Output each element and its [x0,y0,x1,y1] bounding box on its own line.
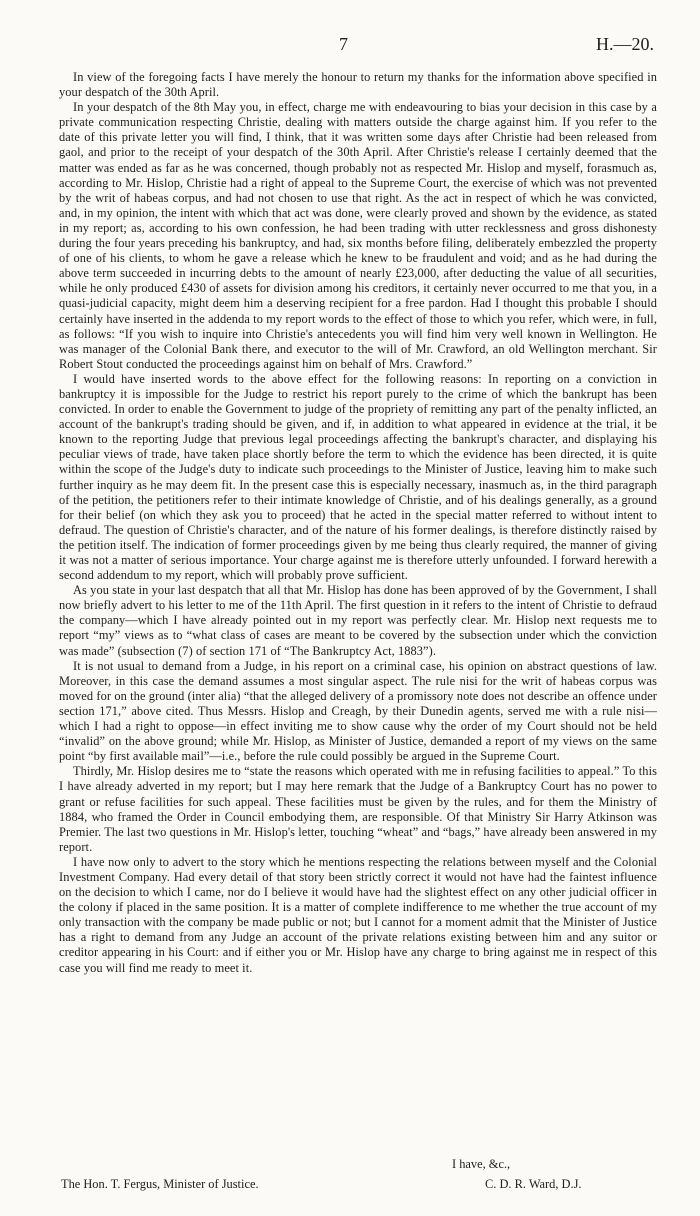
letter-body [59,70,657,976]
document-reference: H.—20. [596,34,654,54]
paragraph: I would have inserted words to the above effect for the following reasons: In reporting on a conviction in bankruptcy it is impossible for the Judge to restrict his report purely to the crime of which the bankrupt has been convicted. In order to enable the Government to judge of the propriety of remitting any part of the penalty inflicted, an account of the bankrupt's trading should be given, and if, in addition to what appeared in evidence at the trial, it be known to the reporting Judge that previous legal proceedings affecting the bankrupt's character, and displaying his peculiar views of trade, have taken place shortly before the term to which the evidence has been directed, it is quite within the scope of the Judge's duty to indicate such proceedings to the Minister of Justice, leaving him to make such further inquiry as he may deem fit. In the present case this is especially necessary, inasmuch as, in the third paragraph of the petition, the petitioners refer to their intimate knowledge of Christie, and of his dealings generally, as a ground for their belief (on which they ask you to proceed) that he acted in the special matter referred to without intent to defraud. The question of Christie's character, and of the nature of his former dealings, is therefore distinctly raised by the petition itself. The indication of former proceedings given by me being thus clearly required, the manner of giving it was not a matter of serious importance. Your charge against me is therefore utterly unfounded. I forward herewith a second addendum to my report, which will probably prove sufficient. [59,371,657,583]
paragraph: I have now only to advert to the story which he mentions respecting the relations between myself and the Colonial Investment Company. Had every detail of that story been strictly correct it would not have had the faintest influence on the decision to which I came, nor do I believe it would have had the slightest effect on any other judicial officer in the colony if placed in the same position. It is a matter of complete indifference to me whether the true account of my only transaction with the company be made public or not; but I cannot for a moment admit that the Minister of Justice has a right to demand from any Judge an account of the private relations existing between him and any suitor or creditor appearing in his Court: and if either you or Mr. Hislop have any charge to bring against me in respect of this case you will find me ready to meet it. [59,854,657,975]
closing-salutation: I have, &c., [452,1157,511,1171]
page-number: 7 [339,34,348,54]
paragraph: It is not usual to demand from a Judge, in his report on a criminal case, his opinion on abstract questions of law. Moreover, in this case the demand assumes a most singular aspect. The rule nisi for the writ of habeas corpus was moved for on the ground (inter alia) “that the alleged delivery of a promissory note does not describe an offence under section 171,” above cited. Thus Messrs. Hislop and Creagh, by their Dunedin agents, served me with a rule nisi—which I had a right to oppose—in effect inviting me to show cause why the order of my Court should not be held “invalid” on the above ground; while Mr. Hislop, as Minister of Justice, demanded a report of my views on the same point “by first available mail”—i.e., before the rule could possibly be argued in the Supreme Court. [59,658,657,764]
addressee-line: The Hon. T. Fergus, Minister of Justice. [61,1177,259,1191]
paragraph: In view of the foregoing facts I have merely the honour to return my thanks for the information above specified in your despatch of the 30th April. [59,70,657,100]
signature: C. D. R. Ward, D.J. [485,1177,582,1191]
paragraph: As you state in your last despatch that all that Mr. Hislop has done has been approved of by the Government, I shall now briefly advert to his letter to me of the 11th April. The first question in it refers to the intent of Christie to defraud the company—which I have already pointed out in my report was perfectly clear. Mr. Hislop next requests me to report “my” views as to “what class of cases are meant to be covered by the subsection under which the conviction was made” (subsection (7) of section 171 of “The Bankruptcy Act, 1883”). [59,583,657,658]
paragraph: In your despatch of the 8th May you, in effect, charge me with endeavouring to bias your decision in this case by a private communication respecting Christie, dealing with matters outside the charge against him. If you refer to the date of this private letter you will find, I think, that it was written some days after Christie had been released from gaol, and prior to the receipt of your despatch of the 30th April. After Christie's release I certainly deemed that the matter was ended as far as he was concerned, though probably not as respected Mr. Hislop and myself, forasmuch as, according to Mr. Hislop, Christie had a right of appeal to the Supreme Court, the exercise of which was not prevented by the writ of habeas corpus, and had not chosen to use that right. As the act in respect of which he was convicted, and, in my opinion, the intent with which that act was done, were clearly proved and shown by the evidence, as stated in my report; as, according to his own confession, he had been trading with utter recklessness and gross dishonesty during the four years preceding his bankruptcy, and had, six months before filing, deliberately embezzled the property of one of his clients, to whom he gave a release which he knew to be fraudulent and void; and as he had during the above term succeeded in incurring debts to the amount of nearly £23,000, after deducting the value of all securities, while he only produced £430 of assets for division among his creditors, it certainly never occurred to me that you, in a quasi-judicial capacity, might deem him a deserving recipient for a free pardon. Had I thought this probable I should certainly have inserted in the addenda to my report words to the effect of those to which you refer, which were, in full, as follows: “If you wish to inquire into Christie's antecedents you will find him very well known in Wellington. He was manager of the Colonial Bank there, and executor to the will of Mr. Crawford, an old Wellington merchant. Sir Robert Stout conducted the proceedings against him on behalf of Mrs. Crawford.” [59,100,657,371]
paragraph: Thirdly, Mr. Hislop desires me to “state the reasons which operated with me in refusing facilities to appeal.” To this I have already adverted in my report; but I may here remark that the Judge of a Bankruptcy Court has no power to grant or refuse facilities for such appeal. These facilities must be given by the rules, and for them the Ministry of 1884, who framed the Order in Council embodying them, are responsible. Of that Ministry Sir Harry Atkinson was Premier. The last two questions in Mr. Hislop's letter, touching “wheat” and “bags,” have already been answered in my report. [59,764,657,854]
